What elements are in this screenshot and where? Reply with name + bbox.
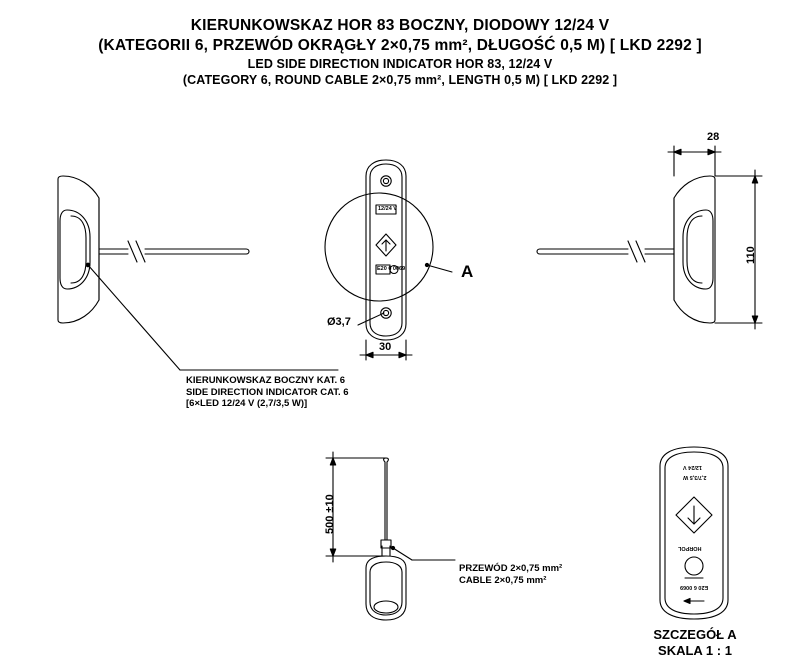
callout-lamp — [186, 375, 349, 410]
dimension-label-cable-length: 500 ±10 — [324, 494, 336, 534]
dimension-hole-diameter — [358, 313, 384, 325]
left-side-view — [58, 176, 249, 323]
dimension-label-front-width: 30 — [379, 341, 392, 353]
title-english-line-1: LED SIDE DIRECTION INDICATOR HOR 83, 12/24 V — [247, 57, 553, 71]
detail-letter-a: A — [461, 262, 474, 281]
detail-a-title — [650, 627, 740, 659]
callout-lamp-line-2: SIDE DIRECTION INDICATOR CAT. 6 — [186, 386, 349, 398]
detail-a-title-line-1: SZCZEGÓŁ A — [653, 627, 737, 642]
cable-length-view — [366, 458, 455, 620]
callout-cable-line-2: CABLE 2×0,75 mm² — [459, 574, 547, 586]
detail-mark-brand: HORPOL — [678, 545, 702, 551]
detail-mark-approval: E20 6 0069 — [680, 584, 709, 590]
front-view — [325, 160, 452, 340]
front-mark-approval: E20 6 0069 — [377, 266, 406, 272]
callout-cable-line-1: PRZEWÓD 2×0,75 mm² — [459, 563, 563, 574]
dimension-label-hole-diameter: Ø3,7 — [327, 316, 351, 328]
title-polish-line-2: (KATEGORII 6, PRZEWÓD OKRĄGŁY 2×0,75 mm², DŁUGOŚĆ 0,5 M) [ LKD 2292 ] — [98, 37, 702, 54]
lamp-callout-leader — [86, 263, 338, 370]
right-side-view — [537, 176, 715, 323]
callout-lamp-line-3: [6×LED 12/24 V (2,7/3,5 W)] — [186, 398, 308, 409]
detail-mark-voltage: 12/24 V — [683, 464, 702, 470]
dimension-label-height: 110 — [745, 246, 757, 264]
front-mark-voltage: 12/24 V — [378, 206, 397, 212]
callout-lamp-line-1: KIERUNKOWSKAZ BOCZNY KAT. 6 — [186, 375, 346, 386]
detail-mark-power: 2,7/3,5 W — [683, 474, 707, 480]
drawing-title-block — [0, 16, 800, 88]
detail-a-view — [660, 447, 728, 619]
dimension-top-width — [668, 146, 721, 176]
title-polish-line-1: KIERUNKOWSKAZ HOR 83 BOCZNY, DIODOWY 12/24 V — [190, 17, 610, 34]
title-english-line-2: (CATEGORY 6, ROUND CABLE 2×0,75 mm², LENGTH 0,5 M) [ LKD 2292 ] — [182, 73, 618, 87]
detail-a-title-line-2: SKALA 1 : 1 — [658, 643, 732, 658]
callout-cable — [459, 563, 562, 586]
dimension-label-top-width: 28 — [707, 131, 720, 143]
